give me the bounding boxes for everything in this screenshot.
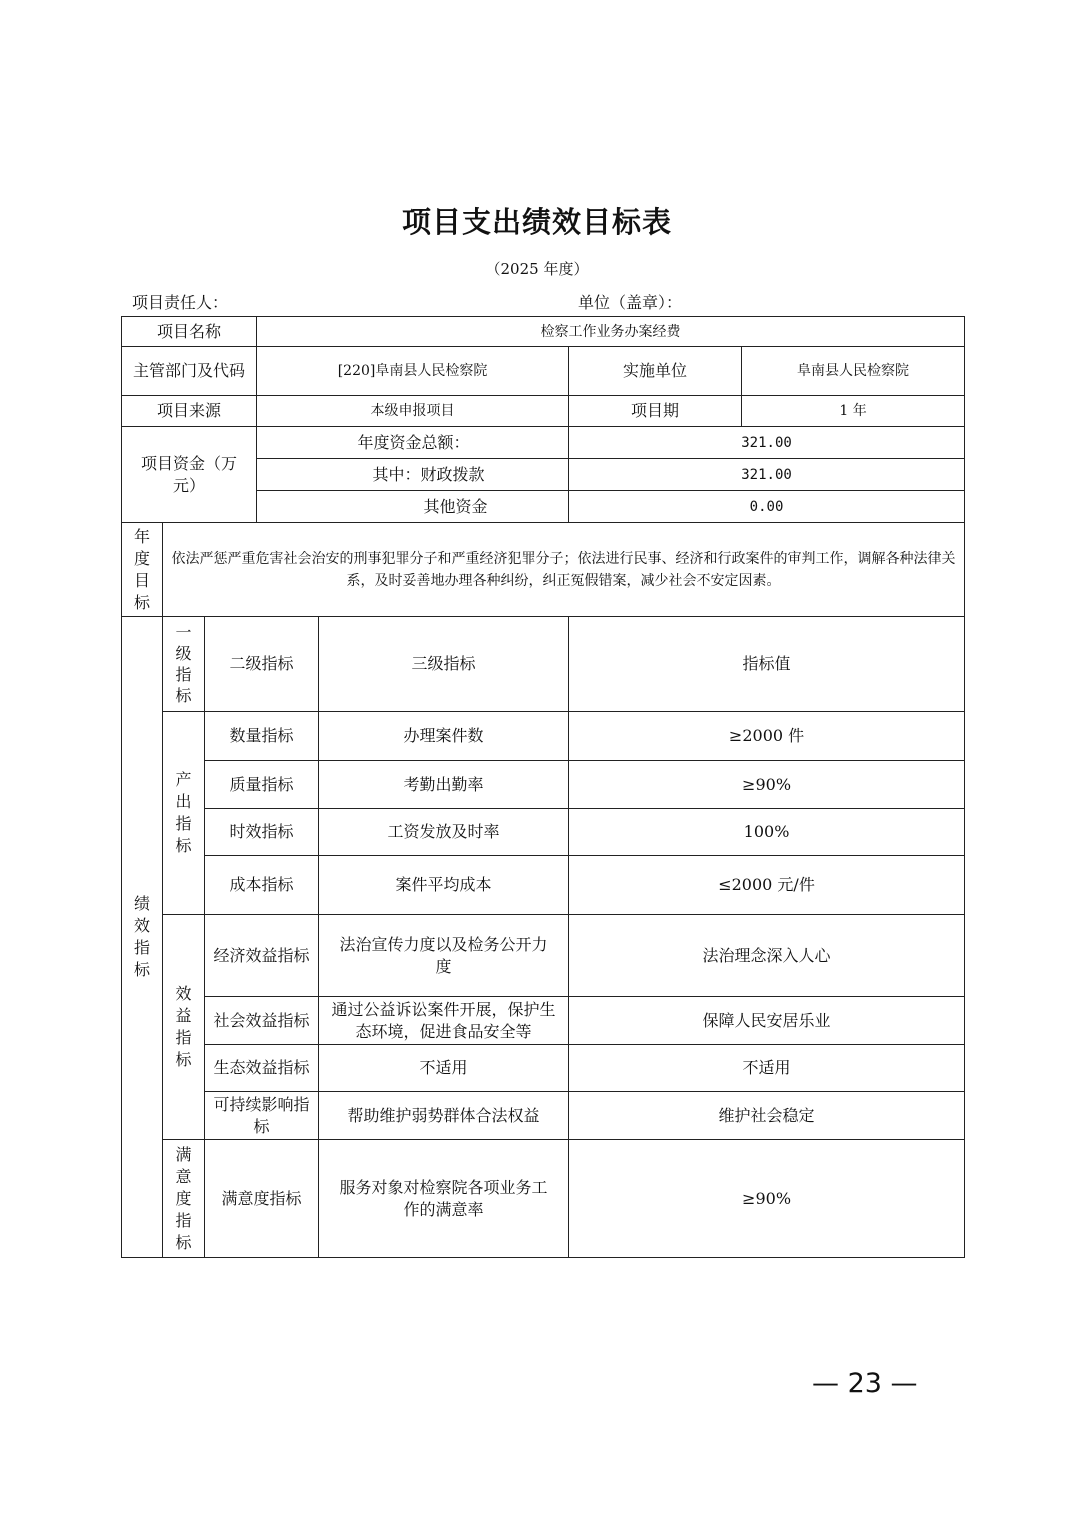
annual-total-value: 321.00 xyxy=(569,427,965,459)
year-label: （2025 年度） xyxy=(485,260,589,278)
satisfaction-indicator-label-text: 满意度指标 xyxy=(175,1144,192,1252)
source-label: 项目来源 xyxy=(122,396,257,427)
period-label: 项目期 xyxy=(569,396,742,427)
impl-unit-label: 实施单位 xyxy=(569,347,742,396)
benefit-l3: 不适用 xyxy=(319,1045,569,1092)
source-value: 本级申报项目 xyxy=(257,396,569,427)
benefit-value: 维护社会稳定 xyxy=(569,1092,965,1140)
header-level1 xyxy=(163,617,205,712)
output-l3: 工资发放及时率 xyxy=(319,809,569,856)
period-value: 1 年 xyxy=(742,396,965,427)
header-value: 指标值 xyxy=(569,617,965,712)
output-value: ≥2000 件 xyxy=(569,712,965,761)
output-indicator-label-text: 产出指标 xyxy=(175,770,192,855)
fiscal-value: 321.00 xyxy=(569,459,965,491)
output-l2: 数量指标 xyxy=(205,712,319,761)
header-level1-text: 一级指标 xyxy=(175,623,192,705)
output-l3: 考勤出勤率 xyxy=(319,761,569,809)
dept-value: [220]阜南县人民检察院 xyxy=(257,347,569,396)
page-number: — 23 — xyxy=(812,1368,918,1399)
output-value: ≤2000 元/件 xyxy=(569,856,965,915)
header-level2: 二级指标 xyxy=(205,617,319,712)
funds-label: 项目资金（万元） xyxy=(122,427,257,523)
perf-indicator-label-text: 绩效指标 xyxy=(134,894,151,979)
page-title: 项目支出绩效目标表 xyxy=(401,205,672,239)
satisfaction-value: ≥90% xyxy=(569,1140,965,1258)
other-funds-label: 其他资金 xyxy=(257,491,569,523)
output-l2: 成本指标 xyxy=(205,856,319,915)
project-name-value: 检察工作业务办案经费 xyxy=(257,317,965,347)
annual-goal-text: 依法严惩严重危害社会治安的刑事犯罪分子和严重经济犯罪分子；依法进行民事、经济和行政案件的审判工作，调解各种法律关系，及时妥善地办理各种纠纷，纠正冤假错案，减少社会不安定因素。 xyxy=(163,523,965,617)
output-l3: 案件平均成本 xyxy=(319,856,569,915)
unit-stamp-label: 单位（盖章）： xyxy=(578,293,683,312)
annual-goal-label-text: 年度目标 xyxy=(134,526,151,612)
dept-label: 主管部门及代码 xyxy=(122,347,257,396)
output-value: ≥90% xyxy=(569,761,965,809)
benefit-l3: 法治宣传力度以及检务公开力度 xyxy=(319,915,569,997)
fiscal-label: 其中：财政拨款 xyxy=(257,459,569,491)
benefit-l3: 通过公益诉讼案件开展，保护生态环境，促进食品安全等 xyxy=(319,997,569,1045)
output-value: 100% xyxy=(569,809,965,856)
satisfaction-l3: 服务对象对检察院各项业务工作的满意率 xyxy=(319,1140,569,1258)
benefit-indicator-label-text: 效益指标 xyxy=(175,984,192,1069)
responsible-label: 项目责任人： xyxy=(132,293,229,312)
benefit-l2: 生态效益指标 xyxy=(205,1045,319,1092)
satisfaction-l2: 满意度指标 xyxy=(205,1140,319,1258)
benefit-indicator-label xyxy=(163,915,205,1140)
impl-unit-value: 阜南县人民检察院 xyxy=(742,347,965,396)
benefit-l3: 帮助维护弱势群体合法权益 xyxy=(319,1092,569,1140)
benefit-value: 保障人民安居乐业 xyxy=(569,997,965,1045)
performance-table xyxy=(121,316,965,1258)
project-name-label: 项目名称 xyxy=(122,317,257,347)
benefit-l2: 经济效益指标 xyxy=(205,915,319,997)
output-l2: 时效指标 xyxy=(205,809,319,856)
benefit-l2: 可持续影响指标 xyxy=(205,1092,319,1140)
benefit-l2: 社会效益指标 xyxy=(205,997,319,1045)
output-indicator-label xyxy=(163,712,205,915)
output-l2: 质量指标 xyxy=(205,761,319,809)
other-funds-value: 0.00 xyxy=(569,491,965,523)
output-l3: 办理案件数 xyxy=(319,712,569,761)
benefit-value: 法治理念深入人心 xyxy=(569,915,965,997)
annual-goal-label xyxy=(122,523,163,617)
perf-indicator-label xyxy=(122,617,163,1258)
satisfaction-indicator-label xyxy=(163,1140,205,1258)
header-level3: 三级指标 xyxy=(319,617,569,712)
annual-total-label: 年度资金总额： xyxy=(257,427,569,459)
benefit-value: 不适用 xyxy=(569,1045,965,1092)
